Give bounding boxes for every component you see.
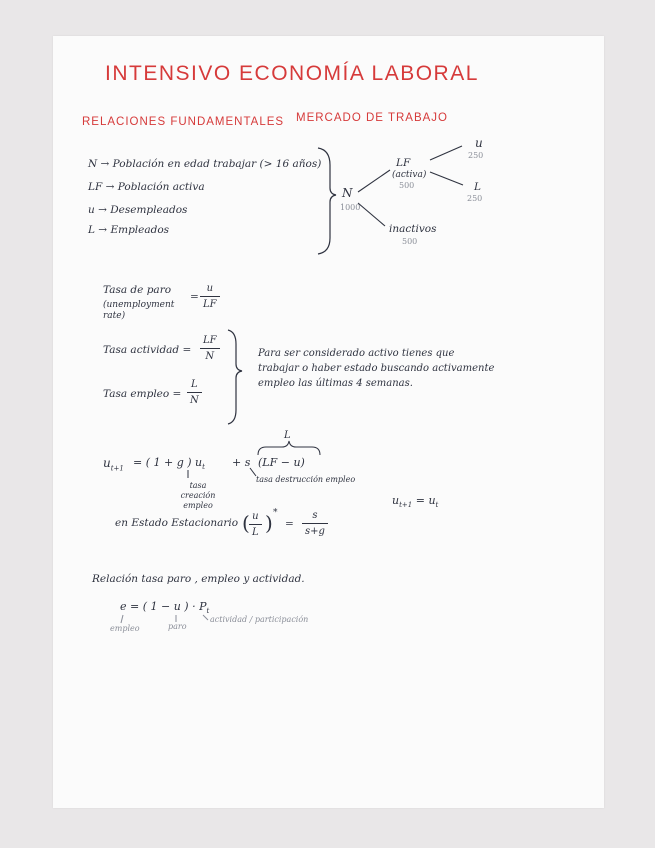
rate-actividad-fraction (200, 335, 220, 362)
tree-line-n-lf (358, 170, 390, 192)
section-subtitle: RELACIONES FUNDAMENTALES (82, 116, 285, 128)
tree-lf: LF (396, 157, 411, 169)
relation-formula-sub: t (206, 607, 210, 616)
rate-actividad-label: Tasa actividad = (103, 344, 192, 356)
rate-paro-num: u (206, 283, 214, 294)
rate-empleo-num: L (191, 379, 198, 390)
steady-ratio-fraction (249, 511, 262, 538)
section-subtitle-market: MERCADO DE TRABAJO (296, 112, 448, 124)
overbrace-l (258, 441, 320, 455)
rate-empleo-label: Tasa empleo = (103, 388, 182, 400)
rate-empleo-fraction (187, 379, 202, 406)
dyn-rhs (133, 456, 205, 471)
definition-u: u → Desempleados (88, 204, 188, 216)
rate-empleo-den: N (190, 395, 199, 406)
rate-paro-equals: = (190, 291, 199, 303)
tree-lf-value: 500 (399, 181, 415, 190)
rate-paro-fraction (200, 283, 220, 310)
relation-note-actividad: actividad / participación (210, 615, 309, 624)
steady-result-num: s (312, 510, 318, 521)
dyn-overbrace-label: L (284, 430, 291, 441)
tree-line-lf-u (430, 146, 462, 160)
steady-ratio-num: u (252, 511, 259, 522)
rate-actividad-den: N (205, 351, 215, 362)
rates-brace (228, 330, 242, 424)
steady-ratio-den: L (252, 527, 259, 538)
steady-result-den: s+g (305, 526, 325, 537)
tree-lf-sub: (activa) (392, 170, 427, 180)
relation-formula (120, 600, 209, 615)
rate-paro-sub: (unemployment rate) (103, 300, 175, 321)
rate-actividad-num: LF (203, 335, 217, 346)
dyn-paren: (LF − u) (258, 456, 305, 469)
dyn-ss-rhs: = u (415, 494, 436, 507)
steady-star: * (273, 508, 278, 518)
definition-lf: LF → Población activa (88, 181, 205, 193)
relation-heading: Relación tasa paro , empleo y actividad. (92, 573, 305, 585)
dyn-ss-equation (392, 494, 438, 509)
dyn-note-g: tasa creación empleo (180, 481, 216, 510)
dyn-lhs (103, 456, 124, 472)
definitions-brace (318, 148, 336, 254)
tree-l-value: 250 (467, 194, 483, 203)
dyn-note-s: tasa destrucción empleo (256, 475, 356, 484)
dyn-plus-s: + s (232, 456, 251, 469)
rate-paro-den: LF (203, 299, 217, 310)
tree-root-n: N (342, 186, 353, 200)
definition-n: N → Población en edad trabajar (> 16 años) (88, 158, 322, 170)
definition-l: L → Empleados (88, 224, 170, 236)
steady-label: en Estado Estacionario (115, 517, 239, 529)
tree-l: L (474, 181, 481, 193)
steady-result-fraction (302, 510, 328, 537)
tree-inactivos: inactivos (389, 223, 437, 235)
dyn-lhs-u: u (103, 456, 111, 470)
steady-paren-open: ( (242, 511, 250, 535)
page-title: INTENSIVO ECONOMÍA LABORAL (105, 62, 479, 85)
tree-line-lf-l (430, 172, 463, 185)
dyn-lhs-sub: t+1 (110, 464, 124, 473)
activity-note: Para ser considerado activo tienes que trabajar o haber estado buscando activamente empleo las últimas 4 semanas. (258, 348, 495, 389)
relation-note-empleo: empleo (110, 624, 140, 633)
tick-p (203, 615, 208, 620)
tick-e (121, 615, 123, 623)
tree-line-n-inact (358, 203, 385, 226)
dyn-ss-u: u (392, 494, 400, 507)
relation-formula-text: e = ( 1 − u ) · P (120, 600, 207, 613)
dyn-ss-rhs-sub: t (435, 501, 439, 510)
dyn-ss-u-sub: t+1 (399, 501, 413, 510)
rate-paro-label: Tasa de paro (103, 284, 172, 296)
tree-u: u (475, 136, 483, 150)
tree-u-value: 250 (468, 151, 484, 160)
relation-note-paro: paro (168, 622, 187, 631)
dyn-rhs-sub: t (202, 463, 205, 472)
tree-inactivos-value: 500 (402, 237, 418, 246)
dyn-rhs-text: = ( 1 + g ) u (133, 456, 203, 469)
steady-equals: = (285, 518, 294, 530)
tree-root-value: 1000 (340, 203, 361, 212)
steady-paren-close: ) (265, 511, 273, 535)
